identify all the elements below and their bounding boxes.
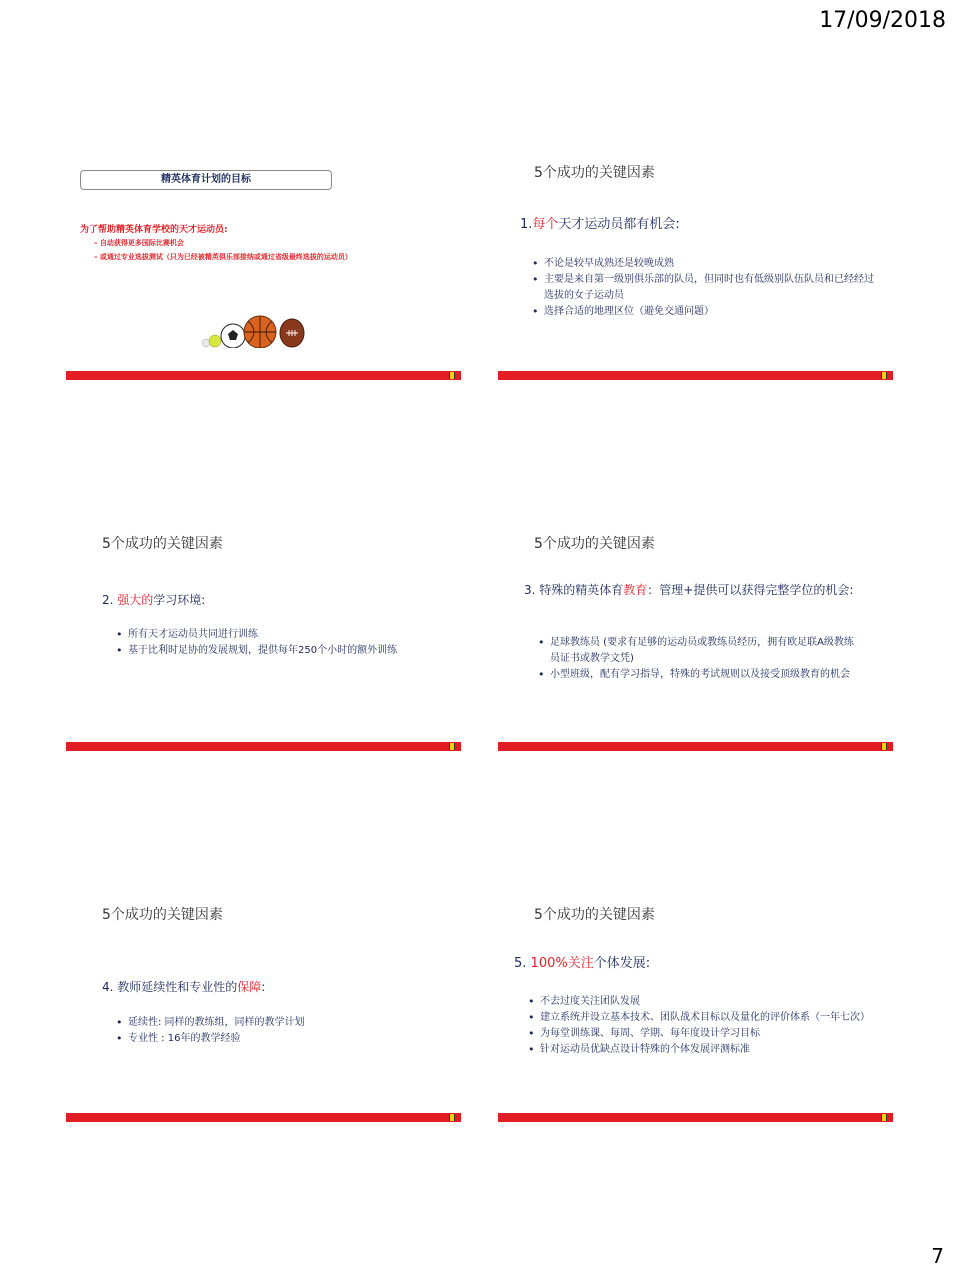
page-date: 17/09/2018 bbox=[819, 8, 946, 33]
slide-footer-bar bbox=[498, 1113, 893, 1122]
heading-highlight: 100%关注 bbox=[530, 956, 594, 971]
list-item: • 所有天才运动员共同进行训练 bbox=[114, 627, 414, 643]
heading-prefix: 4. 教师延续性和专业性的 bbox=[102, 980, 238, 994]
list-item: • 选择合适的地理区位（避免交通问题） bbox=[530, 304, 880, 320]
slide-footer-bar bbox=[66, 371, 461, 380]
heading-rest: : bbox=[261, 980, 266, 994]
bullet-list bbox=[114, 627, 414, 659]
heading-highlight: 教育 bbox=[623, 583, 648, 597]
heading-prefix: 2. bbox=[102, 593, 114, 607]
slide-heading bbox=[102, 591, 205, 608]
slide-5 bbox=[66, 907, 461, 1122]
slide-sub-item: – 或通过专业选拔测试（只为已经被精英俱乐部接纳或通过省级最终选拔的运动员） bbox=[94, 253, 352, 261]
slide-heading bbox=[102, 978, 265, 995]
list-item: • 不去过度关注团队发展 bbox=[526, 994, 866, 1010]
heading-rest: ：管理+提供可以获得完整学位的机会: bbox=[647, 583, 854, 597]
slide-title: 5个成功的关键因素 bbox=[102, 536, 223, 552]
heading-rest: 天才运动员都有机会: bbox=[558, 217, 680, 232]
slide-title-box: 精英体育计划的目标 bbox=[80, 170, 332, 190]
heading-rest: 学习环境: bbox=[153, 593, 206, 607]
slide-sub-item: – 自动获得更多国际比赛机会 bbox=[94, 239, 184, 247]
list-item: • 建立系统并设立基本技术、团队战术目标以及量化的评价体系（一年七次） bbox=[526, 1010, 866, 1026]
heading-highlight: 保障 bbox=[237, 980, 262, 994]
logo-icon bbox=[881, 372, 887, 379]
list-item: • 延续性: 同样的教练组，同样的教学计划 bbox=[114, 1015, 414, 1031]
slide-footer-bar bbox=[66, 1113, 461, 1122]
sports-balls-image bbox=[200, 312, 310, 348]
slide-1 bbox=[66, 170, 461, 380]
list-item: • 主要是来自第一级别俱乐部的队员，但同时也有低级别队伍队员和已经经过选拔的女子运动员 bbox=[530, 272, 880, 304]
logo-icon bbox=[449, 743, 455, 750]
slide-title: 5个成功的关键因素 bbox=[534, 165, 655, 181]
logo-icon bbox=[449, 372, 455, 379]
logo-icon bbox=[449, 1114, 455, 1121]
slide-6 bbox=[498, 907, 893, 1122]
slide-3 bbox=[66, 536, 461, 751]
heading-prefix: 3. 特殊的精英体育 bbox=[524, 583, 624, 597]
slide-intro: 为了帮助精英体育学校的天才运动员: bbox=[80, 225, 228, 235]
logo-icon bbox=[881, 743, 887, 750]
heading-prefix: 1. bbox=[520, 217, 533, 232]
slide-title: 5个成功的关键因素 bbox=[534, 907, 655, 923]
heading-rest: 个体发展: bbox=[593, 956, 651, 971]
bullet-list bbox=[536, 635, 861, 683]
list-item: • 小型班级，配有学习指导，特殊的考试规则以及接受顶级教育的机会 bbox=[536, 667, 861, 683]
heading-highlight: 强大的 bbox=[117, 593, 154, 607]
slide-footer-bar bbox=[498, 371, 893, 380]
list-item: • 针对运动员优缺点设计特殊的个体发展评测标准 bbox=[526, 1042, 866, 1058]
heading-prefix: 5. bbox=[514, 956, 527, 971]
bullet-list bbox=[526, 994, 870, 1058]
slide-2 bbox=[498, 165, 893, 380]
bullet-list bbox=[530, 256, 880, 320]
slide-heading bbox=[514, 952, 650, 971]
list-item: • 基于比利时足协的发展规划，提供每年250个小时的额外训练 bbox=[114, 643, 414, 659]
slide-footer-bar bbox=[498, 742, 893, 751]
slide-heading bbox=[520, 213, 680, 232]
bullet-list bbox=[114, 1015, 414, 1047]
list-item: • 专业性 : 16年的教学经验 bbox=[114, 1031, 414, 1047]
list-item: • 不论是较早成熟还是较晚成熟 bbox=[530, 256, 880, 272]
slide-footer-bar bbox=[66, 742, 461, 751]
slide-title: 5个成功的关键因素 bbox=[102, 907, 223, 923]
heading-highlight: 每个 bbox=[532, 217, 559, 232]
slide-heading bbox=[524, 581, 864, 600]
list-item: • 为每堂训练课、每周、学期、每年度设计学习目标 bbox=[526, 1026, 866, 1042]
page-number: 7 bbox=[931, 1244, 944, 1268]
logo-icon bbox=[881, 1114, 887, 1121]
list-item: • 足球教练员 (要求有足够的运动员或教练员经历，拥有欧足联A级教练员证书或教学文凭) bbox=[536, 635, 861, 667]
slide-4 bbox=[498, 536, 893, 751]
slide-title: 5个成功的关键因素 bbox=[534, 536, 655, 552]
